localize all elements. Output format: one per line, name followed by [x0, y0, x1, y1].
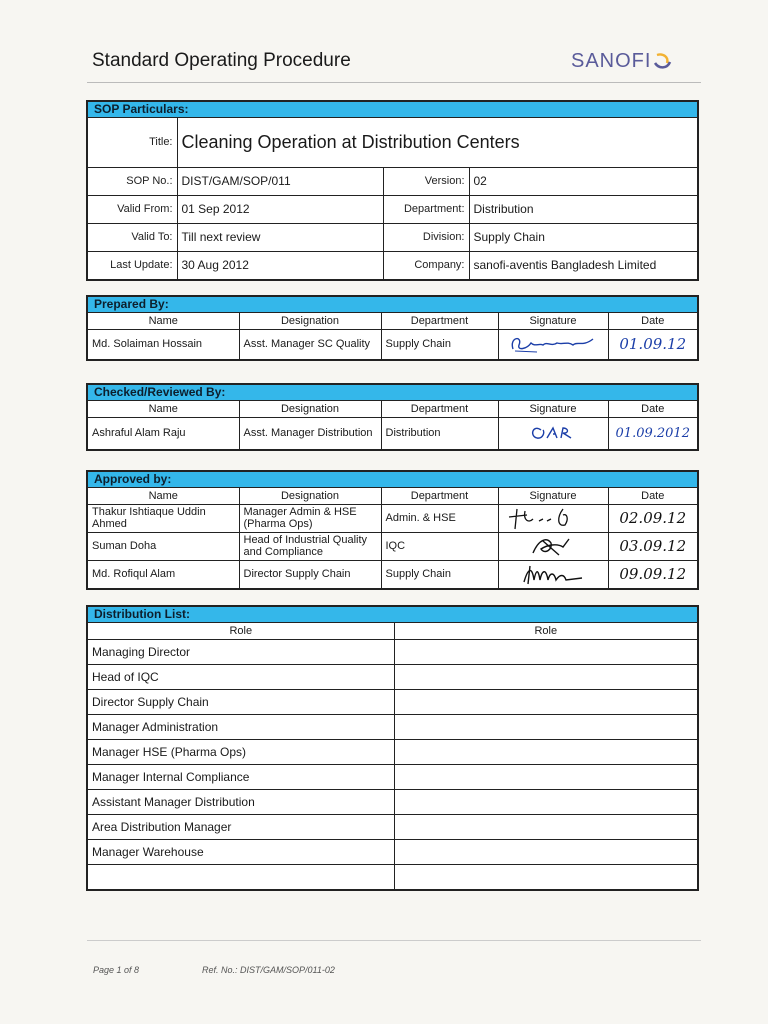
col-header-department: Department — [381, 313, 498, 329]
distribution-role-empty — [394, 714, 697, 739]
distribution-role: Area Distribution Manager — [88, 814, 394, 839]
document-header-title: Standard Operating Procedure — [92, 50, 351, 71]
person-designation: Asst. Manager Distribution — [239, 417, 381, 449]
checked-by-table — [88, 401, 697, 449]
distribution-role: Assistant Manager Distribution — [88, 789, 394, 814]
sop-title: Cleaning Operation at Distribution Centers — [177, 118, 697, 167]
distribution-list-box — [86, 605, 699, 891]
col-header-signature: Signature — [498, 401, 608, 417]
section-heading: Prepared By: — [88, 297, 697, 313]
table-row — [88, 504, 697, 532]
list-item — [88, 789, 697, 814]
col-header-role-2: Role — [394, 623, 697, 639]
distribution-role-empty — [394, 839, 697, 864]
last-update-label: Last Update: — [88, 251, 177, 279]
distribution-role-empty — [394, 689, 697, 714]
distribution-role — [88, 864, 394, 889]
version-value: 02 — [469, 167, 697, 195]
col-header-department: Department — [381, 488, 498, 504]
person-designation: Manager Admin & HSE (Pharma Ops) — [239, 504, 381, 532]
reference-number: Ref. No.: DIST/GAM/SOP/011-02 — [202, 965, 335, 975]
distribution-role-empty — [394, 764, 697, 789]
approved-by-box — [86, 470, 699, 590]
header-divider — [87, 82, 701, 83]
list-item — [88, 864, 697, 889]
distribution-role-empty — [394, 864, 697, 889]
distribution-role: Managing Director — [88, 639, 394, 664]
col-header-date: Date — [608, 313, 697, 329]
col-header-designation: Designation — [239, 488, 381, 504]
person-department: Distribution — [381, 417, 498, 449]
col-header-signature: Signature — [498, 488, 608, 504]
signed-date: 03.09.12 — [608, 532, 697, 560]
person-department: Admin. & HSE — [381, 504, 498, 532]
list-item — [88, 814, 697, 839]
signed-date: 09.09.12 — [608, 560, 697, 588]
table-row — [88, 532, 697, 560]
col-header-date: Date — [608, 401, 697, 417]
section-heading: SOP Particulars: — [88, 102, 697, 118]
approved-by-table — [88, 488, 697, 588]
signature-image — [498, 417, 608, 449]
distribution-role-empty — [394, 664, 697, 689]
col-header-designation: Designation — [239, 313, 381, 329]
valid-from-label: Valid From: — [88, 195, 177, 223]
signature-image — [498, 329, 608, 359]
sanofi-bird-icon — [651, 51, 673, 73]
last-update-value: 30 Aug 2012 — [177, 251, 383, 279]
col-header-date: Date — [608, 488, 697, 504]
valid-to-label: Valid To: — [88, 223, 177, 251]
signature-image — [498, 532, 608, 560]
logo-text: SANOFI — [571, 50, 652, 72]
section-heading: Distribution List: — [88, 607, 697, 623]
signed-date: 02.09.12 — [608, 504, 697, 532]
col-header-name: Name — [88, 488, 239, 504]
signature-image — [498, 504, 608, 532]
col-header-signature: Signature — [498, 313, 608, 329]
valid-from-value: 01 Sep 2012 — [177, 195, 383, 223]
distribution-role: Manager Warehouse — [88, 839, 394, 864]
division-value: Supply Chain — [469, 223, 697, 251]
list-item — [88, 714, 697, 739]
department-value: Distribution — [469, 195, 697, 223]
col-header-role: Role — [88, 623, 394, 639]
distribution-role: Manager Internal Compliance — [88, 764, 394, 789]
person-designation: Director Supply Chain — [239, 560, 381, 588]
distribution-role-empty — [394, 789, 697, 814]
person-name: Ashraful Alam Raju — [88, 417, 239, 449]
version-label: Version: — [383, 167, 469, 195]
list-item — [88, 764, 697, 789]
signed-date: 01.09.12 — [608, 329, 697, 359]
distribution-role: Head of IQC — [88, 664, 394, 689]
list-item — [88, 689, 697, 714]
col-header-name: Name — [88, 401, 239, 417]
footer-divider — [87, 940, 701, 941]
distribution-role: Manager HSE (Pharma Ops) — [88, 739, 394, 764]
distribution-role-empty — [394, 739, 697, 764]
person-department: IQC — [381, 532, 498, 560]
page-number: Page 1 of 8 — [93, 965, 140, 975]
list-item — [88, 639, 697, 664]
signature-image — [498, 560, 608, 588]
sop-particulars-table — [88, 118, 697, 279]
section-heading: Checked/Reviewed By: — [88, 385, 697, 401]
col-header-name: Name — [88, 313, 239, 329]
prepared-by-box — [86, 295, 699, 361]
section-heading: Approved by: — [88, 472, 697, 488]
sop-particulars-box — [86, 100, 699, 281]
person-department: Supply Chain — [381, 560, 498, 588]
title-label: Title: — [88, 118, 177, 167]
person-designation: Head of Industrial Quality and Compliance — [239, 532, 381, 560]
person-designation: Asst. Manager SC Quality — [239, 329, 381, 359]
signed-date: 01.09.2012 — [608, 417, 697, 449]
list-item — [88, 839, 697, 864]
distribution-role-empty — [394, 814, 697, 839]
department-label: Department: — [383, 195, 469, 223]
person-name: Md. Solaiman Hossain — [88, 329, 239, 359]
table-row — [88, 417, 697, 449]
distribution-table — [88, 623, 697, 889]
sop-no-label: SOP No.: — [88, 167, 177, 195]
sop-no-value: DIST/GAM/SOP/011 — [177, 167, 383, 195]
person-name: Md. Rofiqul Alam — [88, 560, 239, 588]
table-row — [88, 329, 697, 359]
list-item — [88, 739, 697, 764]
person-department: Supply Chain — [381, 329, 498, 359]
sanofi-logo — [571, 50, 673, 73]
col-header-department: Department — [381, 401, 498, 417]
table-row — [88, 560, 697, 588]
person-name: Thakur Ishtiaque Uddin Ahmed — [88, 504, 239, 532]
list-item — [88, 664, 697, 689]
prepared-by-table — [88, 313, 697, 359]
person-name: Suman Doha — [88, 532, 239, 560]
company-value: sanofi-aventis Bangladesh Limited — [469, 251, 697, 279]
checked-by-box — [86, 383, 699, 451]
valid-to-value: Till next review — [177, 223, 383, 251]
col-header-designation: Designation — [239, 401, 381, 417]
distribution-role: Manager Administration — [88, 714, 394, 739]
distribution-role-empty — [394, 639, 697, 664]
division-label: Division: — [383, 223, 469, 251]
company-label: Company: — [383, 251, 469, 279]
distribution-role: Director Supply Chain — [88, 689, 394, 714]
